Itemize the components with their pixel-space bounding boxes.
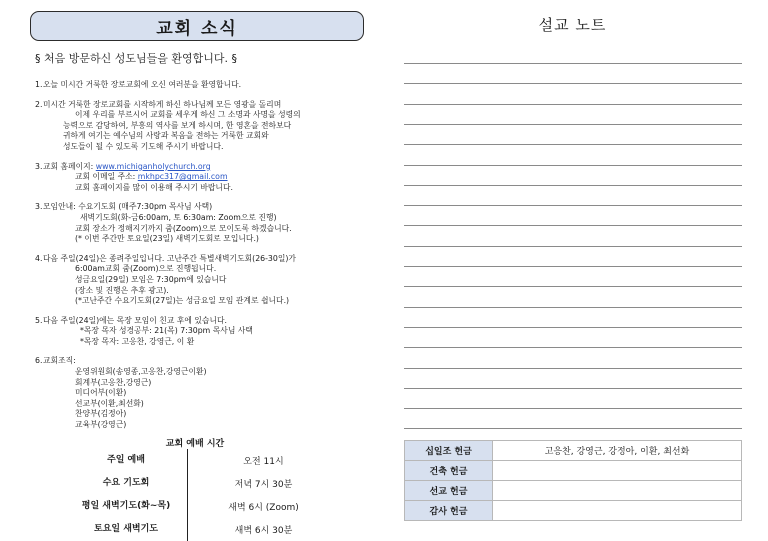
item-text: 교회 장소가 정해지기까지 줌(Zoom)으로 모이도록 하겠습니다. <box>75 223 292 233</box>
item-text: 성도들이 될 수 있도록 기도해 주시기 바랍니다. <box>63 141 224 151</box>
note-line <box>404 266 742 267</box>
item-text: 교회 이메일 주소: <box>75 172 138 182</box>
item-line <box>43 234 292 245</box>
item-line <box>43 183 233 194</box>
item-line <box>43 100 301 111</box>
item-text: 모임안내: 수요기도회 (매주7:30pm 목사님 사택) <box>43 202 213 212</box>
note-line <box>404 307 742 308</box>
item-link[interactable]: www.michiganholychurch.org <box>95 161 211 171</box>
offering-row <box>405 441 742 461</box>
item-text: 회계부(고응찬,강영근) <box>75 377 152 387</box>
note-line <box>404 83 742 84</box>
item-text: (* 이번 주간만 토요일(23일) 새벽기도회로 모입니다.) <box>75 234 259 244</box>
item-line <box>43 399 207 410</box>
item-line <box>43 202 292 213</box>
item-line <box>43 378 207 389</box>
announcement-item <box>35 80 375 91</box>
item-line <box>43 296 296 307</box>
schedule-label: 평일 새벽기도(화~목) <box>65 495 188 518</box>
announcement-item <box>35 356 375 430</box>
item-line <box>43 420 207 431</box>
announcement-list <box>35 80 375 440</box>
item-text: 성금요일(29일) 모임은 7:30pm에 있습니다 <box>75 274 227 284</box>
offering-label: 감사 헌금 <box>405 501 493 521</box>
item-text: 교회 홈페이지를 많이 이용해 주시기 바랍니다. <box>75 182 233 192</box>
item-text: 교회조직: <box>43 356 76 366</box>
schedule-label: 주일 예배 <box>65 449 188 472</box>
worship-schedule-title: 교회 예배 시간 <box>165 439 225 449</box>
item-text: 선교부(이환,최선화) <box>75 398 144 408</box>
item-line <box>43 80 241 91</box>
offering-names <box>493 461 742 481</box>
item-text: 능력으로 감당하여, 부흥의 역사를 보게 하시며, 한 영혼을 전하보다 <box>63 120 292 130</box>
note-line <box>404 144 742 145</box>
announcement-item <box>35 100 375 153</box>
item-line <box>43 224 292 235</box>
item-line <box>43 356 207 367</box>
item-number: 5. <box>35 315 43 325</box>
offering-label: 십일조 헌금 <box>405 441 493 461</box>
offering-label: 건축 헌금 <box>405 461 493 481</box>
item-number: 4. <box>35 253 43 263</box>
announcement-item <box>35 254 375 307</box>
note-line <box>404 165 742 166</box>
schedule-time: 새벽 6시 30분 <box>234 526 293 536</box>
item-text: *목장 목자 성경공부: 21(목) 7:30pm 목사님 사택 <box>80 326 253 336</box>
note-line <box>404 286 742 287</box>
item-text: 6:00am교회 줌(Zoom)으로 진행됩니다. <box>75 264 217 274</box>
item-line <box>43 162 233 173</box>
item-text: 오늘 미시간 거룩한 장로교회에 오신 여러분을 환영합니다. <box>43 80 242 89</box>
item-line <box>43 264 296 275</box>
schedule-label: 토요일 새벽기도 <box>65 518 188 541</box>
item-line <box>43 172 233 183</box>
item-text: (장소 및 진행은 추후 광고). <box>75 285 169 295</box>
item-line <box>43 326 253 337</box>
item-line <box>43 213 292 224</box>
item-text: 귀하게 여기는 예수님의 사랑과 복음을 전하는 거룩한 교회와 <box>63 131 269 141</box>
note-line <box>404 205 742 206</box>
schedule-label: 수요 기도회 <box>65 472 188 495</box>
schedule-time: 새벽 6시 (Zoom) <box>228 503 299 513</box>
note-line <box>404 246 742 247</box>
item-text: 교육부(강영근) <box>75 420 127 430</box>
item-number: 3. <box>35 161 43 171</box>
item-text: 다음 주일(24일)은 종려주일입니다. 고난주간 특별새벽기도회(26-30일)가 <box>43 253 296 263</box>
offering-row <box>405 461 742 481</box>
announcement-item <box>35 162 375 194</box>
item-line <box>43 275 296 286</box>
item-text: 이제 우리를 부르시어 교회를 세우게 하신 그 소명과 사명을 성령의 <box>75 110 301 120</box>
item-link[interactable]: mkhpc317@gmail.com <box>137 172 228 182</box>
sermon-notes-title: 설교 노트 <box>538 16 607 34</box>
item-text: *목장 목자: 고응찬, 강영근, 이 환 <box>80 336 195 346</box>
item-line <box>43 388 207 399</box>
note-line <box>404 428 742 429</box>
note-line <box>404 327 742 328</box>
note-line <box>404 63 742 64</box>
item-line <box>43 142 301 153</box>
item-line <box>43 254 296 265</box>
offering-names <box>493 501 742 521</box>
item-line <box>43 110 301 121</box>
note-line <box>404 388 742 389</box>
offering-row <box>405 481 742 501</box>
note-line <box>404 124 742 125</box>
offering-label: 선교 헌금 <box>405 481 493 501</box>
item-line <box>43 121 301 132</box>
offering-row <box>405 501 742 521</box>
item-text: 운영위원회(송영종,고응찬,강영근이환) <box>75 367 207 377</box>
welcome-message: § 처음 방문하신 성도님들을 환영합니다. § <box>35 52 237 65</box>
schedule-row <box>65 472 339 495</box>
announcement-item <box>35 202 375 244</box>
item-number: 1. <box>35 80 43 89</box>
item-line <box>43 337 253 348</box>
note-line <box>404 185 742 186</box>
note-line <box>404 408 742 409</box>
item-text: 새벽기도회(화-금6:00am, 토 6:30am: Zoom으로 진행) <box>80 212 277 222</box>
note-line <box>404 104 742 105</box>
news-title: 교회 소식 <box>30 11 364 41</box>
item-line <box>43 286 296 297</box>
schedule-time: 저녁 7시 30분 <box>234 480 293 490</box>
item-text: 미시간 거룩한 장로교회를 시작하게 하신 하나님께 모든 영광을 돌리며 <box>43 99 282 109</box>
worship-schedule <box>65 449 339 541</box>
item-line <box>43 409 207 420</box>
schedule-row <box>65 449 339 472</box>
offering-names <box>493 481 742 501</box>
item-number: 6. <box>35 356 43 366</box>
item-text: 교회 홈페이지: <box>43 161 96 171</box>
schedule-row <box>65 495 339 518</box>
item-text: 미디어부(이환) <box>75 388 127 398</box>
item-text: (*고난주간 수요기도회(27일)는 성금요일 모임 관계로 쉽니다.) <box>75 296 290 306</box>
offering-names: 고응찬, 강영근, 강정아, 이환, 최선화 <box>493 441 742 461</box>
item-line <box>43 316 253 327</box>
item-number: 3. <box>35 202 43 212</box>
item-text: 다음 주일(24일)에는 목장 모임이 친교 후에 있습니다. <box>43 315 227 325</box>
schedule-time: 오전 11시 <box>243 457 284 467</box>
note-line <box>404 225 742 226</box>
note-line <box>404 368 742 369</box>
item-line <box>43 131 301 142</box>
announcement-item <box>35 316 375 348</box>
item-text: 찬양부(김정아) <box>75 409 127 419</box>
item-line <box>43 367 207 378</box>
offering-table <box>404 440 742 521</box>
item-number: 2. <box>35 99 43 109</box>
note-line <box>404 347 742 348</box>
